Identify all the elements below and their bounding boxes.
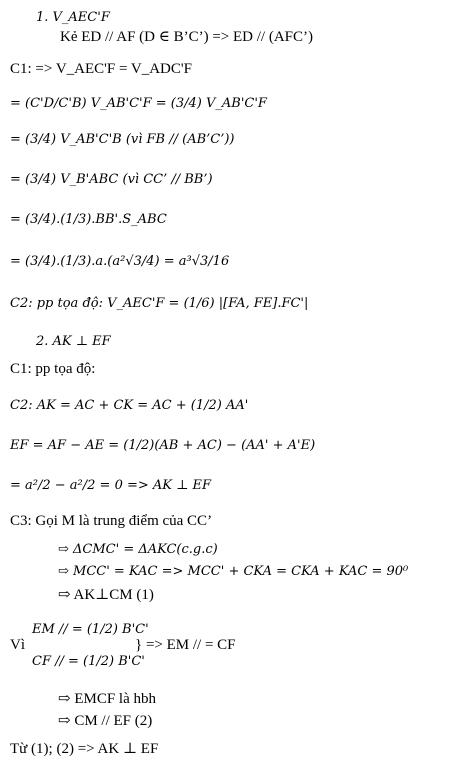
line-23: Từ (1); (2) => AK ⊥ EF xyxy=(10,741,159,757)
line-09: C2: pp tọa độ: V_AEC'F = (1/6) |[FA, FE].FC'| xyxy=(10,296,309,311)
line-19-em: EM // = (1/2) B'C' xyxy=(32,622,149,637)
line-08: = (3/4).(1/3).a.(a²√3/4) = a³√3/16 xyxy=(10,254,230,269)
line-19-conclusion: } => EM // = CF xyxy=(135,637,236,653)
line-20-cf: CF // = (1/2) B'C' xyxy=(32,654,145,669)
line-01: 1. V_AEC'F xyxy=(36,10,110,25)
line-21: ⇨ EMCF là hbh xyxy=(58,691,156,707)
line-19-vi: Vì xyxy=(10,637,25,653)
line-16: ⇨ ΔCMC' = ΔAKC(c.g.c) xyxy=(58,542,218,557)
line-14: = a²/2 − a²/2 = 0 => AK ⊥ EF xyxy=(10,478,211,493)
line-15: C3: Gọi M là trung điểm của CC’ xyxy=(10,513,213,529)
line-07: = (3/4).(1/3).BB'.S_ABC xyxy=(10,212,167,227)
line-17: ⇨ MCC' = KAC => MCC' + CKA = CKA + KAC = 90⁰ xyxy=(58,564,409,579)
line-05: = (3/4) V_AB'C'B (vì FB // (AB’C’)) xyxy=(10,132,235,147)
line-22: ⇨ CM // EF (2) xyxy=(58,713,153,729)
line-02: Kẻ ED // AF (D ∈ B’C’) => ED // (AFC’) xyxy=(60,29,314,45)
line-12: C2: AK = AC + CK = AC + (1/2) AA' xyxy=(10,398,249,413)
line-03: C1: => V_AEC'F = V_ADC'F xyxy=(10,61,192,77)
line-18: ⇨ AK⊥CM (1) xyxy=(58,587,154,603)
line-11: C1: pp tọa độ: xyxy=(10,361,96,377)
line-13: EF = AF − AE = (1/2)(AB + AC) − (AA' + A'E) xyxy=(10,438,316,453)
line-10: 2. AK ⊥ EF xyxy=(36,334,111,349)
line-04: = (C'D/C'B) V_AB'C'F = (3/4) V_AB'C'F xyxy=(10,96,267,111)
line-06: = (3/4) V_B'ABC (vì CC’ // BB’) xyxy=(10,172,213,187)
